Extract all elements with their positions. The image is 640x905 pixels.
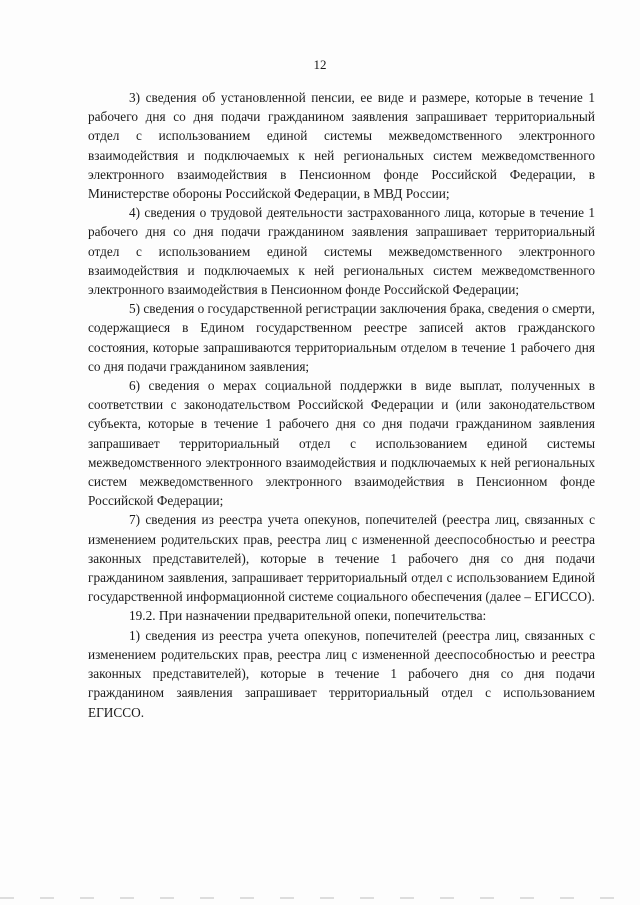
- paragraph-item-3-pension: 3) сведения об установленной пенсии, ее виде и размере, которые в течение 1 рабочего дня со дня подачи гражданином заявления запрашивает территориальный отдел с использованием единой системы межведомственного электронного взаимодействия и подключаемых к ней региональных систем межведомственного электронного взаимодействия в Пенсионном фонде Российской Федерации, в Министерстве обороны Российской Федерации, в МВД России;: [88, 90, 595, 202]
- paragraph-item-6-social-support: 6) сведения о мерах социальной поддержки в виде выплат, полученных в соответствии с законодательством Российской Федерации и (или законодательством субъекта, которые в течение 1 рабочего дня со дня подачи гражданином заявления запрашивает территориальный отдел с использованием единой системы межведомственного электронного взаимодействия и подключаемых к ней региональных систем межведомственного электронного взаимодействия в Пенсионном фонде Российской Федерации;: [88, 378, 595, 509]
- paragraph-19-2-item-1: 1) сведения из реестра учета опекунов, попечителей (реестра лиц, связанных с изменением родительских прав, реестра лиц с измененной дееспособностью и реестра законных представителей), которые в течение 1 рабочего дня со дня подачи гражданином заявления запрашивает территориальный отдел с использованием ЕГИССО.: [88, 627, 595, 720]
- page-number: 12: [313, 57, 327, 72]
- paragraph-item-7-guardian-registry: 7) сведения из реестра учета опекунов, попечителей (реестра лиц, связанных с изменением родительских прав, реестра лиц с измененной дееспособностью и реестра законных представителей), которые в течение 1 рабочего дня со дня подачи гражданином заявления, запрашивает территориальный отдел с использованием Единой государственной информационной системе социального обеспечения (далее – ЕГИССО).: [88, 512, 595, 605]
- scan-edge-artifact: [0, 897, 640, 899]
- paragraph-item-5-civil-registry: 5) сведения о государственной регистрации заключения брака, сведения о смерти, содержащиеся в Едином государственном реестре записей актов гражданского состояния, которые запрашиваются территориальным отделом в течение 1 рабочего дня со дня подачи гражданином заявления;: [88, 301, 595, 374]
- paragraph-item-4-employment: 4) сведения о трудовой деятельности застрахованного лица, которые в течение 1 рабочего дня со дня подачи гражданином заявления запрашивает территориальный отдел с использованием единой системы межведомственного электронного взаимодействия и подключаемых к ней региональных систем межведомственного электронного взаимодействия в Пенсионном фонде Российской Федерации;: [88, 205, 595, 298]
- section-heading-19-2: 19.2. При назначении предварительной опеки, попечительства:: [129, 608, 487, 624]
- document-body: [88, 88, 595, 722]
